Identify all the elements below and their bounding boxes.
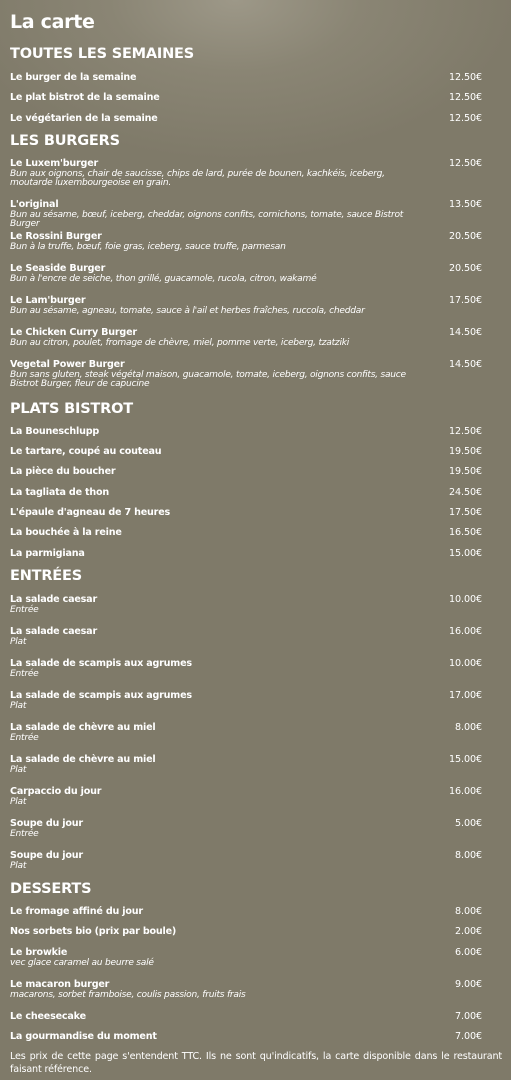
item-price: 12.50€ [449, 426, 482, 437]
page-title: La carte [10, 11, 95, 33]
item-name: Le Chicken Curry Burger [10, 327, 137, 338]
menu-item [10, 906, 482, 918]
menu-item [10, 199, 482, 229]
menu-item [10, 359, 482, 389]
item-price: 17.00€ [449, 690, 482, 701]
item-description: Plat [10, 701, 27, 711]
item-name: La salade de chèvre au miel [10, 722, 156, 733]
item-name: La parmigiana [10, 548, 85, 559]
item-description: Bun à la truffe, bœuf, foie gras, iceberg, sauce truffe, parmesan [10, 242, 286, 252]
item-price: 16.50€ [449, 527, 482, 538]
item-name: Carpaccio du jour [10, 786, 102, 797]
menu-item [10, 295, 482, 316]
item-price: 12.50€ [449, 72, 482, 83]
menu-item [10, 487, 482, 499]
item-description: Plat [10, 797, 27, 807]
item-price: 10.00€ [449, 658, 482, 669]
item-description: Bun aux oignons, chair de saucisse, chips de lard, purée de bounen, kachkéis, iceberg, moutarde luxembourgeoise en grain. [10, 169, 385, 188]
item-price: 13.50€ [449, 199, 482, 210]
menu-item [10, 818, 482, 839]
item-name: Le Seaside Burger [10, 263, 106, 274]
item-price: 8.00€ [455, 850, 482, 861]
item-price: 17.50€ [449, 295, 482, 306]
menu-item [10, 754, 482, 775]
item-name: Le tartare, coupé au couteau [10, 446, 162, 457]
item-name: Le macaron burger [10, 979, 110, 990]
menu-item [10, 527, 482, 539]
item-description: Bun au sésame, agneau, tomate, sauce à l'ail et herbes fraîches, ruccola, cheddar [10, 306, 365, 316]
item-description: macarons, sorbet framboise, coulis passion, fruits frais [10, 990, 246, 1000]
menu-item [10, 72, 482, 84]
section-title: ENTRÉES [10, 568, 82, 584]
menu-item [10, 507, 482, 519]
menu-item [10, 722, 482, 743]
item-description: Plat [10, 861, 27, 871]
item-name: Le végétarien de la semaine [10, 113, 158, 124]
item-description: Entrée [10, 829, 39, 839]
item-description: Bun au citron, poulet, fromage de chèvre, miel, pomme verte, iceberg, tzatziki [10, 338, 350, 348]
item-name: La salade de chèvre au miel [10, 754, 156, 765]
section-title: TOUTES LES SEMAINES [10, 46, 194, 62]
item-name: La salade de scampis aux agrumes [10, 658, 192, 669]
item-price: 20.50€ [449, 231, 482, 242]
menu-item [10, 626, 482, 647]
item-price: 17.50€ [449, 507, 482, 518]
item-price: 7.00€ [455, 1031, 482, 1042]
price-disclaimer: Les prix de cette page s'entendent TTC. Ils ne sont qu'indicatifs, la carte disponible dans le restaurant faisant référence. [10, 1051, 502, 1075]
item-name: La gourmandise du moment [10, 1031, 157, 1042]
menu-item [10, 926, 482, 938]
item-name: Soupe du jour [10, 818, 83, 829]
item-description: vec glace caramel au beurre salé [10, 958, 154, 968]
section-title: PLATS BISTROT [10, 401, 133, 417]
item-name: Le Luxem'burger [10, 158, 99, 169]
menu-item [10, 548, 482, 560]
item-price: 16.00€ [449, 626, 482, 637]
menu-item [10, 1011, 482, 1023]
menu-item [10, 690, 482, 711]
item-name: L'original [10, 199, 59, 210]
item-name: Le plat bistrot de la semaine [10, 92, 160, 103]
item-price: 2.00€ [455, 926, 482, 937]
item-name: Le burger de la semaine [10, 72, 137, 83]
item-name: La salade de scampis aux agrumes [10, 690, 192, 701]
item-price: 12.50€ [449, 113, 482, 124]
item-price: 12.50€ [449, 158, 482, 169]
item-name: Le browkie [10, 947, 68, 958]
menu-item [10, 446, 482, 458]
section-title: LES BURGERS [10, 133, 120, 149]
item-price: 24.50€ [449, 487, 482, 498]
item-price: 19.50€ [449, 446, 482, 457]
item-name: Soupe du jour [10, 850, 83, 861]
item-name: La pièce du boucher [10, 466, 116, 477]
menu-item [10, 113, 482, 125]
item-name: La salade caesar [10, 594, 97, 605]
item-name: Le fromage affiné du jour [10, 906, 143, 917]
menu-item [10, 426, 482, 438]
menu-item [10, 594, 482, 615]
menu-item [10, 947, 482, 968]
item-price: 16.00€ [449, 786, 482, 797]
menu-item [10, 466, 482, 478]
item-price: 7.00€ [455, 1011, 482, 1022]
section-title: DESSERTS [10, 881, 92, 897]
item-price: 20.50€ [449, 263, 482, 274]
menu-item [10, 658, 482, 679]
menu-item [10, 231, 482, 252]
menu-item [10, 786, 482, 807]
menu-item [10, 850, 482, 871]
menu-item [10, 92, 482, 104]
item-description: Entrée [10, 669, 39, 679]
item-price: 15.00€ [449, 548, 482, 559]
item-name: Nos sorbets bio (prix par boule) [10, 926, 177, 937]
menu-item [10, 327, 482, 348]
item-name: Le Rossini Burger [10, 231, 102, 242]
item-name: Vegetal Power Burger [10, 359, 125, 370]
item-name: L'épaule d'agneau de 7 heures [10, 507, 171, 518]
item-description: Entrée [10, 733, 39, 743]
item-price: 9.00€ [455, 979, 482, 990]
item-name: Le Lam'burger [10, 295, 86, 306]
menu-item [10, 1031, 482, 1043]
menu-item [10, 979, 482, 1000]
item-description: Bun sans gluten, steak végétal maison, guacamole, tomate, iceberg, oignons confits, sauce Bistrot Burger, fleur de capucine [10, 370, 406, 389]
item-price: 14.50€ [449, 359, 482, 370]
item-name: La salade caesar [10, 626, 97, 637]
item-price: 5.00€ [455, 818, 482, 829]
item-price: 19.50€ [449, 466, 482, 477]
item-description: Plat [10, 637, 27, 647]
item-price: 10.00€ [449, 594, 482, 605]
item-description: Plat [10, 765, 27, 775]
item-description: Bun à l'encre de seiche, thon grillé, guacamole, rucola, citron, wakamé [10, 274, 317, 284]
item-description: Entrée [10, 605, 39, 615]
menu-item [10, 158, 482, 188]
item-price: 8.00€ [455, 722, 482, 733]
item-description: Bun au sésame, bœuf, iceberg, cheddar, oignons confits, cornichons, tomate, sauce Bistrot Burger [10, 210, 404, 229]
item-name: La Bouneschlupp [10, 426, 100, 437]
item-name: La tagliata de thon [10, 487, 110, 498]
item-name: Le cheesecake [10, 1011, 86, 1022]
item-price: 14.50€ [449, 327, 482, 338]
menu-item [10, 263, 482, 284]
item-price: 8.00€ [455, 906, 482, 917]
item-price: 6.00€ [455, 947, 482, 958]
item-price: 15.00€ [449, 754, 482, 765]
item-name: La bouchée à la reine [10, 527, 122, 538]
item-price: 12.50€ [449, 92, 482, 103]
